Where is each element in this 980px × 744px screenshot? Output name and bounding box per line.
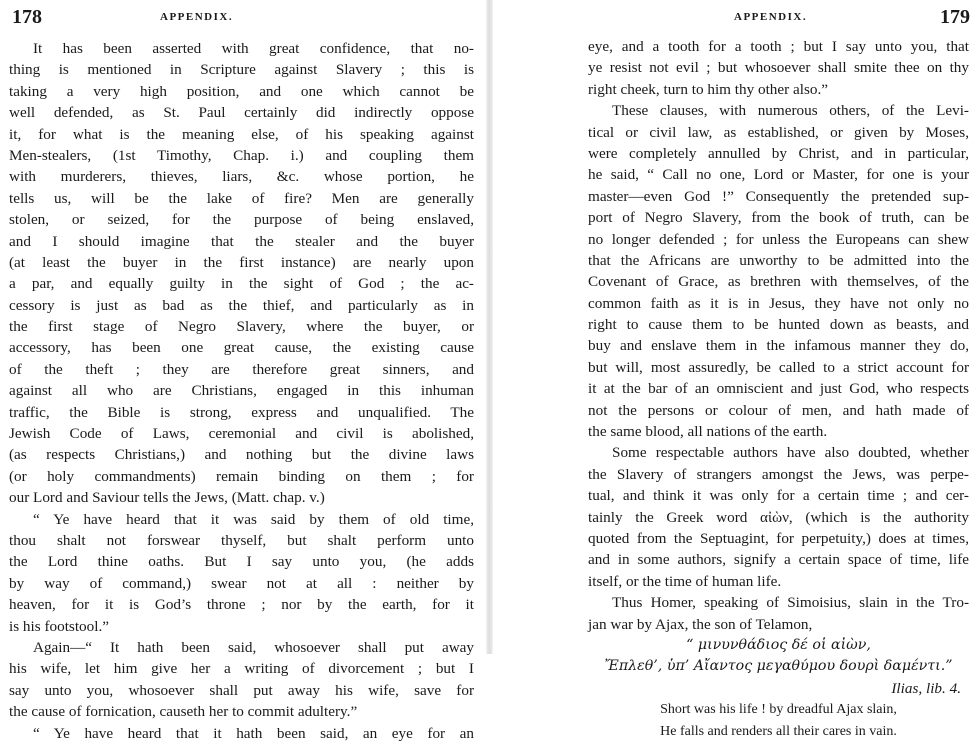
body-text: [9, 38, 474, 744]
text-line: Thus Homer, speaking of Simoisius, slain in the Tro-: [612, 594, 969, 612]
text-line: ye resist not evil ; but whosoever shall smite thee on thy: [588, 59, 969, 77]
text-line: Jewish Code of Laws, ceremonial and civil is abolished,: [9, 425, 474, 443]
quote-line: Short was his life ! by dreadful Ajax slain,: [660, 702, 897, 718]
page-number: 178: [12, 6, 42, 28]
page-header: [493, 6, 980, 30]
text-line: quoted from the Septuagint, for perpetuity,) does at times,: [588, 529, 969, 547]
citation-line: Ilias, lib. 4.: [891, 679, 961, 697]
text-line: our Lord and Saviour tells the Jews, (Matt. chap. v.): [9, 489, 325, 507]
quote-line: He falls and renders all their cares in vain.: [660, 723, 897, 739]
text-line: with murderers, thieves, liars, &c. whose portion, he: [9, 168, 474, 186]
text-line: the Lord thine oaths. But I say unto you, (he adds: [9, 553, 474, 571]
page-header: [0, 6, 486, 30]
text-line: the first stage of Negro Slavery, where the buyer, or: [9, 318, 474, 336]
text-line: Some respectable authors have also doubted, whether: [612, 444, 969, 462]
right-page: [493, 0, 980, 739]
text-line: it at the bar of an omniscient and just God, who respects: [588, 380, 969, 398]
text-line: a par, and equally guilty in the sight of God ; the ac-: [9, 275, 474, 293]
text-line: These clauses, with numerous others, of the Levi-: [612, 102, 969, 120]
text-line: he said, “ Call no one, Lord or Master, for one is your: [588, 166, 969, 184]
text-line: traffic, the Bible is strong, express and unqualified. The: [9, 403, 474, 421]
text-line: by way of command,) swear not at all : neither by: [9, 574, 474, 592]
text-line: heaven, for it is God’s throne ; nor by the earth, for it: [9, 596, 474, 614]
text-line: taking a very high position, and one which cannot be: [9, 82, 474, 100]
text-line: tainly the Greek word αἰὼν, (which is the authority: [588, 508, 969, 526]
text-line: well defended, as St. Paul certainly did indirectly oppose: [9, 104, 474, 122]
text-line: master—even God !” Consequently the pretended sup-: [588, 187, 969, 205]
text-line: is his footstool.”: [9, 617, 109, 635]
text-line: tells us, will be the lake of fire? Men are generally: [9, 189, 474, 207]
text-line: the cause of fornication, causeth her to commit adultery.”: [9, 703, 358, 721]
text-line: cessory is just as bad as the thief, and particularly as in: [9, 296, 474, 314]
left-page: [0, 0, 486, 742]
text-line: against all who are Christians, engaged in this inhuman: [9, 382, 474, 400]
quote-line: Ἔπλεθ’, ὑπ’ Αἴαντος μεγαθύμου δουρὶ δαμέντι.”: [604, 658, 953, 675]
text-line: (as respects Christians,) and nothing but the divine laws: [9, 446, 474, 464]
text-line: thing is mentioned in Scripture against Slavery ; this is: [9, 61, 474, 79]
text-line: stolen, or seized, for the purpose of being enslaved,: [9, 211, 474, 229]
text-line: “ Ye have heard that it hath been said, an eye for an: [33, 724, 474, 742]
text-line: his wife, let him give her a writing of divorcement ; but I: [9, 660, 474, 678]
body-text: [588, 36, 969, 742]
text-line: right cheek, turn to him thy other also.”: [588, 80, 828, 98]
text-line: Men-stealers, (1st Timothy, Chap. i.) and coupling them: [9, 146, 474, 164]
text-line: say unto you, whosoever shall put away his wife, save for: [9, 681, 474, 699]
book-gutter: [486, 0, 493, 654]
text-line: (or holy commandments) remain binding on them ; for: [9, 467, 474, 485]
text-line: tical or civil law, as established, or given by Moses,: [588, 123, 969, 141]
text-line: the same blood, all nations of the earth.: [588, 423, 828, 441]
text-line: it, for what is the meaning else, of his speaking against: [9, 125, 474, 143]
text-line: thou shalt not forswear thyself, but shalt perform unto: [9, 531, 474, 549]
text-line: jan war by Ajax, the son of Telamon,: [588, 615, 813, 633]
text-line: eye, and a tooth for a tooth ; but I say unto you, that: [588, 38, 969, 55]
text-line: “ Ye have heard that it was said by them of old time,: [33, 510, 474, 528]
quote-line: “ μινυνθάδιος δέ οἱ αἰὼν,: [686, 636, 871, 653]
running-head: APPENDIX.: [734, 11, 808, 23]
text-line: itself, or the time of human life.: [588, 572, 782, 590]
running-head: APPENDIX.: [160, 11, 234, 23]
text-line: right to cause them to be hunted down as beasts, and: [588, 316, 969, 334]
text-line: that the Africans are unworthy to be admitted into the: [588, 251, 969, 269]
text-line: were completely annulled by Christ, and in particular,: [588, 144, 969, 162]
text-line: but will, most assuredly, be called to a strict account for: [588, 358, 969, 376]
text-line: (at least the buyer in the first instance) are nearly upon: [9, 253, 474, 271]
text-line: accessory, has been one great cause, the existing cause: [9, 339, 474, 357]
text-line: It has been asserted with great confidence, that no-: [33, 40, 474, 57]
text-line: the Slavery of strangers amongst the Jews, was perpe-: [588, 465, 969, 483]
text-line: Again—“ It hath been said, whosoever shall put away: [33, 638, 474, 656]
text-line: buy and enslave them in the infamous manner they do,: [588, 337, 969, 355]
text-line: not the persons or colour of men, and hath made of: [588, 401, 969, 419]
page-number: 179: [940, 6, 970, 28]
text-line: and in some authors, signify a certain space of time, life: [588, 551, 969, 569]
text-line: port of Negro Slavery, from the book of truth, can be: [588, 209, 969, 227]
text-line: tual, and think it was only for a certain time ; and cer-: [588, 487, 969, 505]
text-line: no longer defended ; for unless the Europeans can shew: [588, 230, 969, 248]
text-line: and I should imagine that the stealer and the buyer: [9, 232, 474, 250]
text-line: Covenant of Grace, as brethren with themselves, of the: [588, 273, 969, 291]
text-line: of the theft ; they are therefore great sinners, and: [9, 360, 474, 378]
text-line: common faith as it is in Jesus, they have not only no: [588, 294, 969, 312]
